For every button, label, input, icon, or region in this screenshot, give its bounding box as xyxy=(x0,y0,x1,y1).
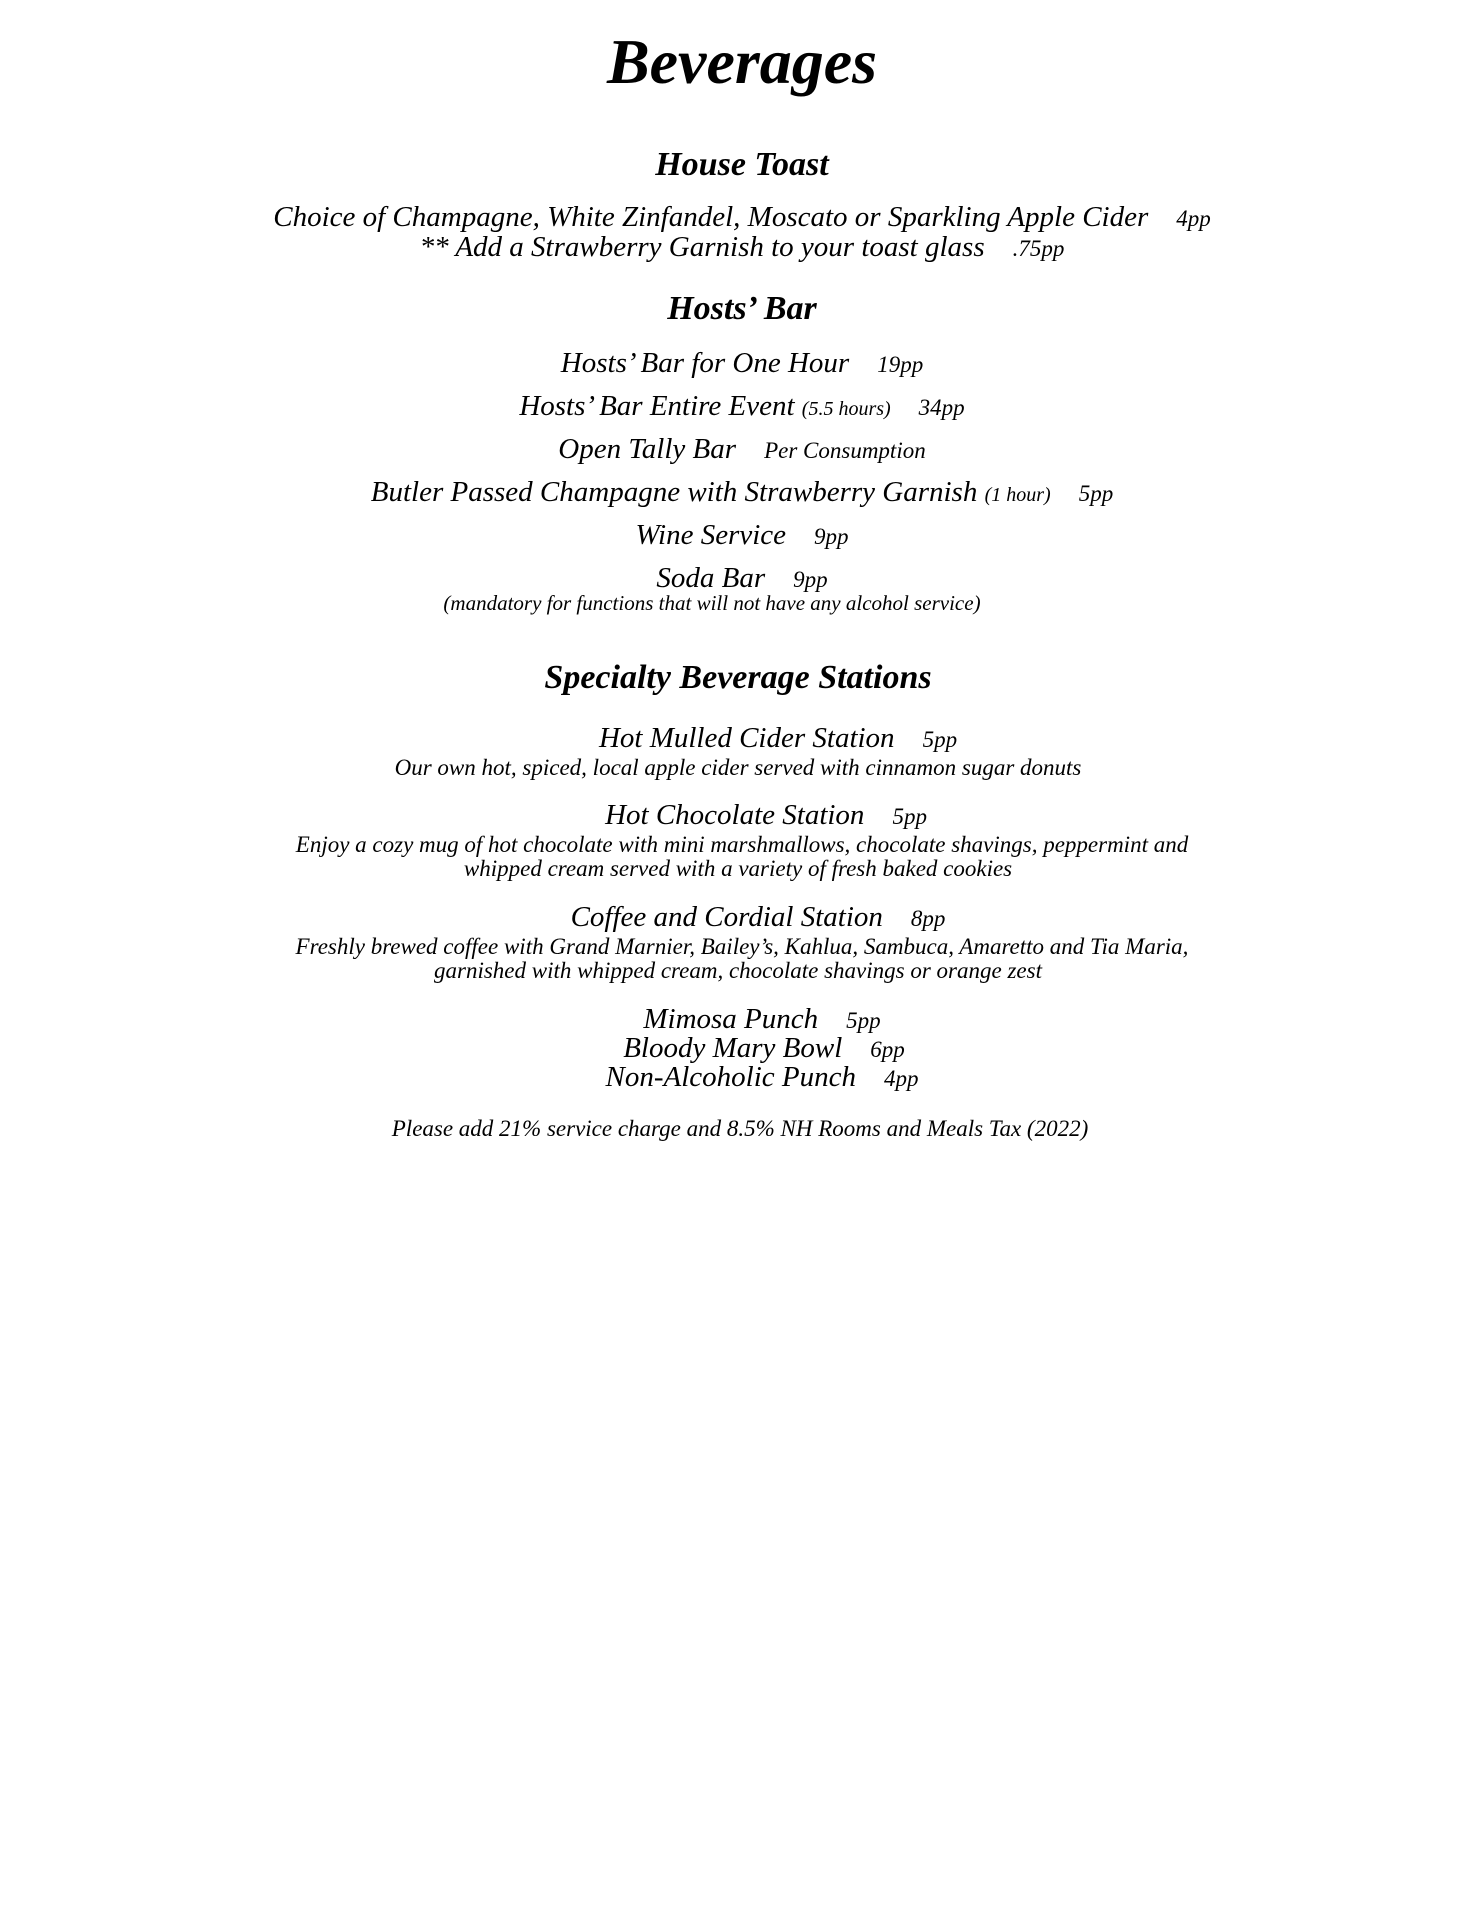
punch-item xyxy=(22,1034,1484,1063)
hosts-bar-item-price: 9pp xyxy=(814,524,849,549)
hosts-bar-item xyxy=(0,478,1484,507)
station-title xyxy=(16,903,1484,932)
hosts-bar-item xyxy=(0,521,1484,550)
hosts-bar-item-name: Hosts’ Bar for One Hour xyxy=(560,347,850,379)
station-description: Freshly brewed coffee with Grand Marnier, Bailey’s, Kahlua, Sambuca, Amaretto and Tia Maria, xyxy=(295,934,1189,959)
hosts-bar-item-price: 34pp xyxy=(918,395,965,420)
hosts-bar-item-price: Per Consumption xyxy=(764,438,926,463)
station-price: 5pp xyxy=(922,727,958,752)
punch-price: 6pp xyxy=(870,1037,905,1062)
hosts-bar-item xyxy=(0,392,1484,421)
house-toast-line-1 xyxy=(0,203,1484,232)
hosts-bar-item xyxy=(0,435,1484,464)
hosts-bar-item-name: Wine Service xyxy=(635,519,787,551)
soda-bar-note: (mandatory for functions that will not have any alcohol service) xyxy=(443,591,981,615)
hosts-bar-item xyxy=(0,564,1484,593)
hosts-bar-item-name: Butler Passed Champagne with Strawberry Garnish xyxy=(370,476,978,508)
hosts-bar-item-price: 9pp xyxy=(793,567,828,592)
station-name: Hot Chocolate Station xyxy=(605,799,865,831)
punch-item xyxy=(20,1063,1484,1092)
hosts-bar-item-note: (5.5 hours) xyxy=(801,398,891,420)
hosts-bar-item-name: Hosts’ Bar Entire Event xyxy=(519,390,795,422)
hosts-bar-item xyxy=(0,349,1484,378)
house-toast-line-1-text: Choice of Champagne, White Zinfandel, Moscato or Sparkling Apple Cider xyxy=(273,201,1149,233)
house-toast-line-2-text: ** Add a Strawberry Garnish to your toast glass xyxy=(419,231,985,263)
hosts-bar-item-price: 19pp xyxy=(877,352,924,377)
punch-price: 5pp xyxy=(846,1008,881,1033)
station-description: Enjoy a cozy mug of hot chocolate with mini marshmallows, chocolate shavings, peppermint and xyxy=(295,832,1189,857)
hosts-bar-heading: Hosts’ Bar xyxy=(667,290,817,327)
station-price: 8pp xyxy=(910,906,946,931)
house-toast-heading: House Toast xyxy=(655,146,829,183)
house-toast-line-2-price: .75pp xyxy=(1012,236,1065,261)
hosts-bar-item-price: 5pp xyxy=(1078,481,1114,506)
punch-price: 4pp xyxy=(883,1066,919,1091)
specialty-heading: Specialty Beverage Stations xyxy=(544,659,932,696)
service-charge-note: Please add 21% service charge and 8.5% NH Rooms and Meals Tax (2022) xyxy=(391,1116,1089,1141)
station-description: whipped cream served with a variety of fresh baked cookies xyxy=(463,856,1013,881)
house-toast-line-1-price: 4pp xyxy=(1176,206,1211,231)
punch-item xyxy=(20,1005,1484,1034)
station-name: Coffee and Cordial Station xyxy=(570,901,883,933)
house-toast-line-2 xyxy=(0,233,1484,262)
station-name: Hot Mulled Cider Station xyxy=(598,722,895,754)
station-title xyxy=(36,724,1484,753)
punch-name: Mimosa Punch xyxy=(643,1003,819,1035)
station-price: 5pp xyxy=(892,804,927,829)
hosts-bar-item-name: Open Tally Bar xyxy=(558,433,737,465)
punch-name: Bloody Mary Bowl xyxy=(623,1032,843,1064)
station-description: Our own hot, spiced, local apple cider served with cinnamon sugar donuts xyxy=(394,755,1082,780)
page-title: Beverages xyxy=(606,26,878,97)
hosts-bar-item-name: Soda Bar xyxy=(656,562,766,594)
hosts-bar-item-note: (1 hour) xyxy=(984,484,1051,506)
punch-name: Non-Alcoholic Punch xyxy=(605,1061,856,1093)
station-description: garnished with whipped cream, chocolate shavings or orange zest xyxy=(434,958,1042,983)
station-title xyxy=(24,801,1484,830)
